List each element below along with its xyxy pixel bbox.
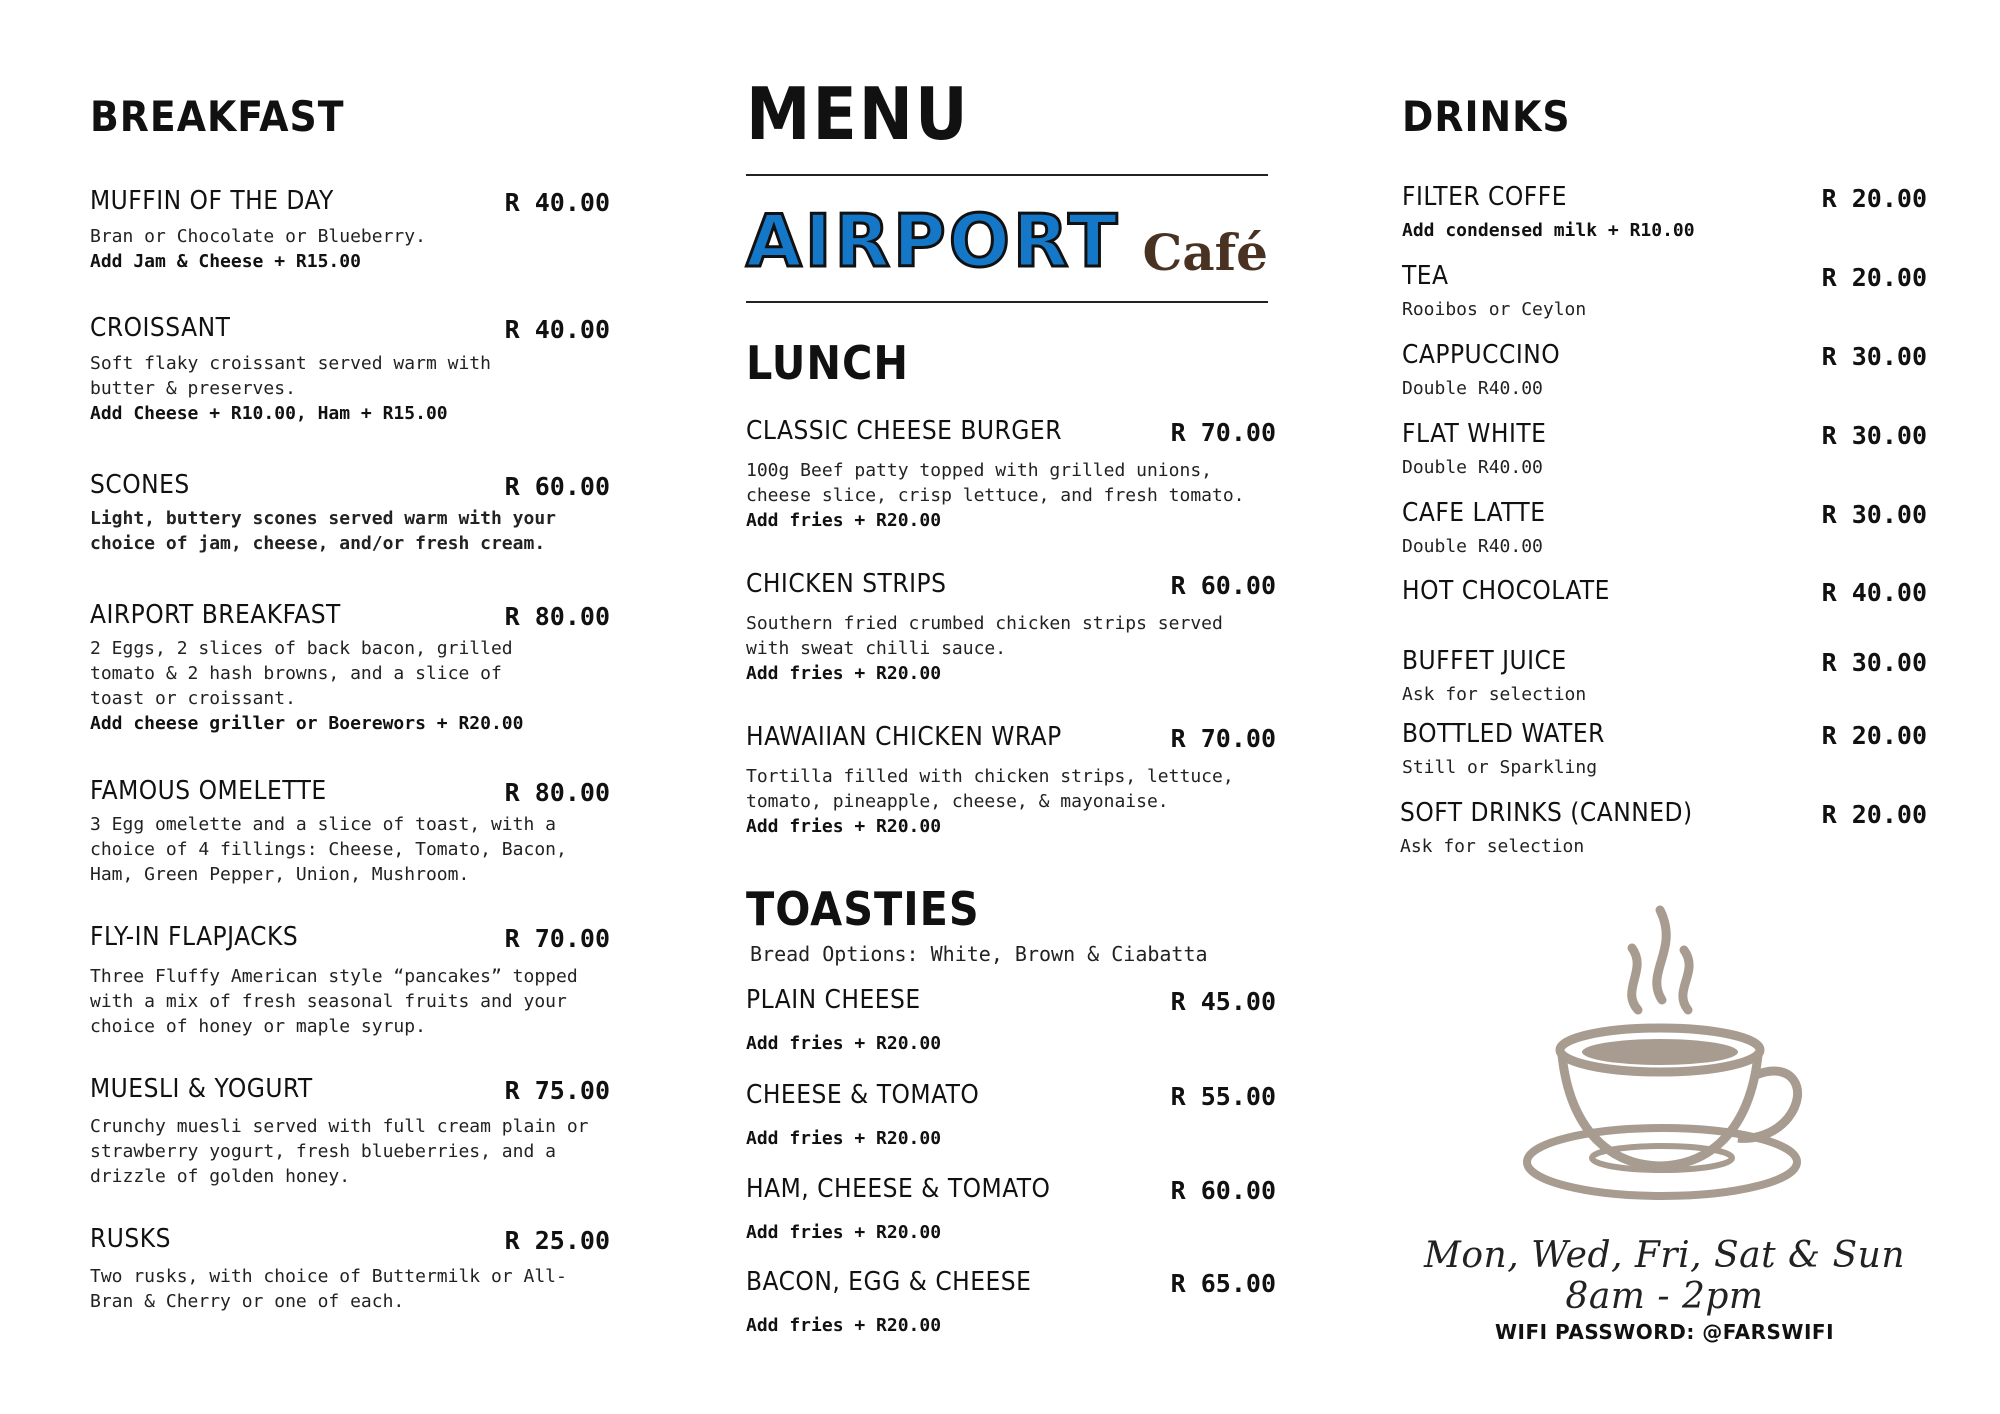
- item-name: FAMOUS OMELETTE: [90, 776, 327, 806]
- toasties-title: TOASTIES: [746, 882, 980, 936]
- item-description: Double R40.00: [1402, 457, 1543, 478]
- item-name: CAFE LATTE: [1402, 498, 1546, 528]
- page-title: MENU: [746, 72, 970, 156]
- logo-airport-text: AIRPORT: [746, 199, 1121, 283]
- item-price: R 70.00: [504, 924, 610, 953]
- item-price: R 20.00: [1821, 721, 1927, 750]
- item-name: BOTTLED WATER: [1402, 719, 1605, 749]
- menu-item: [746, 416, 1276, 533]
- item-name: FLY-IN FLAPJACKS: [90, 922, 299, 952]
- item-price: R 30.00: [1821, 500, 1927, 529]
- item-name: SCONES: [90, 470, 190, 500]
- item-price: R 70.00: [1170, 724, 1276, 753]
- item-price: R 60.00: [1170, 571, 1276, 600]
- item-name: FILTER COFFE: [1402, 182, 1567, 212]
- item-price: R 25.00: [504, 1226, 610, 1255]
- item-description: Still or Sparkling: [1402, 757, 1598, 778]
- item-price: R 30.00: [1821, 342, 1927, 371]
- menu-item: [90, 470, 610, 556]
- coffee-cup-icon: [1520, 900, 1810, 1210]
- item-description: Rooibos or Ceylon: [1402, 299, 1587, 320]
- item-price: R 20.00: [1821, 800, 1927, 829]
- item-price: R 30.00: [1821, 421, 1927, 450]
- item-description: Soft flaky croissant served warm with butter & preserves.: [90, 353, 491, 399]
- item-description: Two rusks, with choice of Buttermilk or All-Bran & Cherry or one of each.: [90, 1266, 567, 1312]
- item-price: R 20.00: [1821, 263, 1927, 292]
- item-name: MUESLI & YOGURT: [90, 1074, 313, 1104]
- item-name: AIRPORT BREAKFAST: [90, 600, 341, 630]
- menu-item: [1402, 419, 1927, 480]
- item-description: Double R40.00: [1402, 536, 1543, 557]
- item-description: Light, buttery scones served warm with your choice of jam, cheese, and/or fresh cream.: [90, 508, 556, 554]
- airport-cafe-logo: [746, 199, 1268, 285]
- item-addon: Add fries + R20.00: [746, 663, 942, 684]
- item-name: CHEESE & TOMATO: [746, 1080, 980, 1110]
- item-price: R 40.00: [504, 188, 610, 217]
- item-price: R 40.00: [1821, 578, 1927, 607]
- item-name: CHICKEN STRIPS: [746, 569, 947, 599]
- menu-item: [90, 1074, 610, 1189]
- menu-item: [1402, 576, 1927, 612]
- item-addon: Add Cheese + R10.00, Ham + R15.00: [90, 403, 448, 424]
- opening-hours: Mon, Wed, Fri, Sat & Sun 8am - 2pm: [1423, 1235, 1906, 1317]
- item-description: Southern fried crumbed chicken strips served with sweat chilli sauce.: [746, 613, 1223, 659]
- item-addon: Add fries + R20.00: [746, 1128, 942, 1149]
- item-name: CLASSIC CHEESE BURGER: [746, 416, 1062, 446]
- item-name: FLAT WHITE: [1402, 419, 1547, 449]
- menu-item: [746, 1080, 1276, 1151]
- item-addon: Add fries + R20.00: [746, 1033, 942, 1054]
- menu-item: [90, 922, 610, 1039]
- item-description: Bran or Chocolate or Blueberry.: [90, 226, 426, 247]
- menu-item: [1400, 798, 1927, 859]
- item-price: R 70.00: [1170, 418, 1276, 447]
- logo-cafe-text: Café: [1142, 223, 1268, 282]
- divider: [746, 301, 1268, 303]
- item-addon: Add fries + R20.00: [746, 510, 942, 531]
- item-addon: Add fries + R20.00: [746, 1222, 942, 1243]
- menu-item: [90, 776, 610, 887]
- item-price: R 60.00: [504, 472, 610, 501]
- menu-item: [746, 722, 1276, 839]
- drinks-title: DRINKS: [1402, 92, 1571, 141]
- item-addon: Add condensed milk + R10.00: [1402, 220, 1695, 241]
- item-price: R 55.00: [1170, 1082, 1276, 1111]
- menu-item: [1402, 498, 1927, 559]
- item-name: CROISSANT: [90, 313, 231, 343]
- menu-item: [90, 313, 610, 426]
- item-price: R 30.00: [1821, 648, 1927, 677]
- item-description: Double R40.00: [1402, 378, 1543, 399]
- item-name: CAPPUCCINO: [1402, 340, 1561, 370]
- item-description: 3 Egg omelette and a slice of toast, with a choice of 4 fillings: Cheese, Tomato, Bacon, Ham, Green Pepper, Union, Mushroom.: [90, 814, 567, 885]
- item-name: RUSKS: [90, 1224, 171, 1254]
- item-description: 2 Eggs, 2 slices of back bacon, grilled tomato & 2 hash browns, and a slice of toast or croissant.: [90, 638, 513, 709]
- item-name: TEA: [1402, 261, 1449, 291]
- item-name: MUFFIN OF THE DAY: [90, 186, 334, 216]
- item-price: R 80.00: [504, 602, 610, 631]
- breakfast-section: [90, 0, 610, 1414]
- drinks-section: [1402, 0, 1927, 900]
- item-addon: Add cheese griller or Boerewors + R20.00: [90, 713, 524, 734]
- item-name: PLAIN CHEESE: [746, 985, 921, 1015]
- item-addon: Add fries + R20.00: [746, 1315, 942, 1336]
- menu-item: [90, 186, 610, 274]
- item-name: SOFT DRINKS (CANNED): [1400, 798, 1693, 828]
- item-name: HAWAIIAN CHICKEN WRAP: [746, 722, 1062, 752]
- item-description: Ask for selection: [1400, 836, 1585, 857]
- item-price: R 40.00: [504, 315, 610, 344]
- menu-item: [1402, 182, 1927, 243]
- item-addon: Add Jam & Cheese + R15.00: [90, 251, 361, 272]
- item-name: BUFFET JUICE: [1402, 646, 1567, 676]
- lunch-title: LUNCH: [746, 336, 909, 390]
- menu-item: [746, 569, 1276, 686]
- middle-section: [746, 0, 1276, 1414]
- wifi-password: WIFI PASSWORD: @FARSWIFI: [1494, 1320, 1835, 1344]
- menu-item: [746, 1267, 1276, 1338]
- item-addon: Add fries + R20.00: [746, 816, 942, 837]
- item-price: R 20.00: [1821, 184, 1927, 213]
- menu-item: [1402, 719, 1927, 780]
- item-price: R 80.00: [504, 778, 610, 807]
- item-name: BACON, EGG & CHEESE: [746, 1267, 1032, 1297]
- item-description: Three Fluffy American style “pancakes” topped with a mix of fresh seasonal fruits and your choice of honey or maple syrup.: [90, 966, 578, 1037]
- divider: [746, 174, 1268, 176]
- item-description: 100g Beef patty topped with grilled unions, cheese slice, crisp lettuce, and fresh tomato. Add fries + R20.00: [746, 460, 1245, 531]
- item-name: HAM, CHEESE & TOMATO: [746, 1174, 1051, 1204]
- menu-item: [90, 600, 610, 736]
- item-price: R 75.00: [504, 1076, 610, 1105]
- toasties-bread-options: Bread Options: White, Brown & Ciabatta: [750, 942, 1208, 966]
- menu-item: [1402, 261, 1927, 322]
- item-description: Ask for selection: [1402, 684, 1587, 705]
- item-price: R 45.00: [1170, 987, 1276, 1016]
- item-name: HOT CHOCOLATE: [1402, 576, 1610, 606]
- menu-item: [1402, 646, 1927, 707]
- item-price: R 60.00: [1170, 1176, 1276, 1205]
- menu-item: [746, 985, 1276, 1056]
- breakfast-title: BREAKFAST: [90, 92, 345, 141]
- menu-item: [746, 1174, 1276, 1245]
- item-description: Crunchy muesli served with full cream plain or strawberry yogurt, fresh blueberries, and a drizzle of golden honey.: [90, 1116, 589, 1187]
- item-price: R 65.00: [1170, 1269, 1276, 1298]
- menu-item: [1402, 340, 1927, 401]
- item-description: Tortilla filled with chicken strips, lettuce, tomato, pineapple, cheese, & mayonaise.: [746, 766, 1234, 812]
- menu-item: [90, 1224, 610, 1314]
